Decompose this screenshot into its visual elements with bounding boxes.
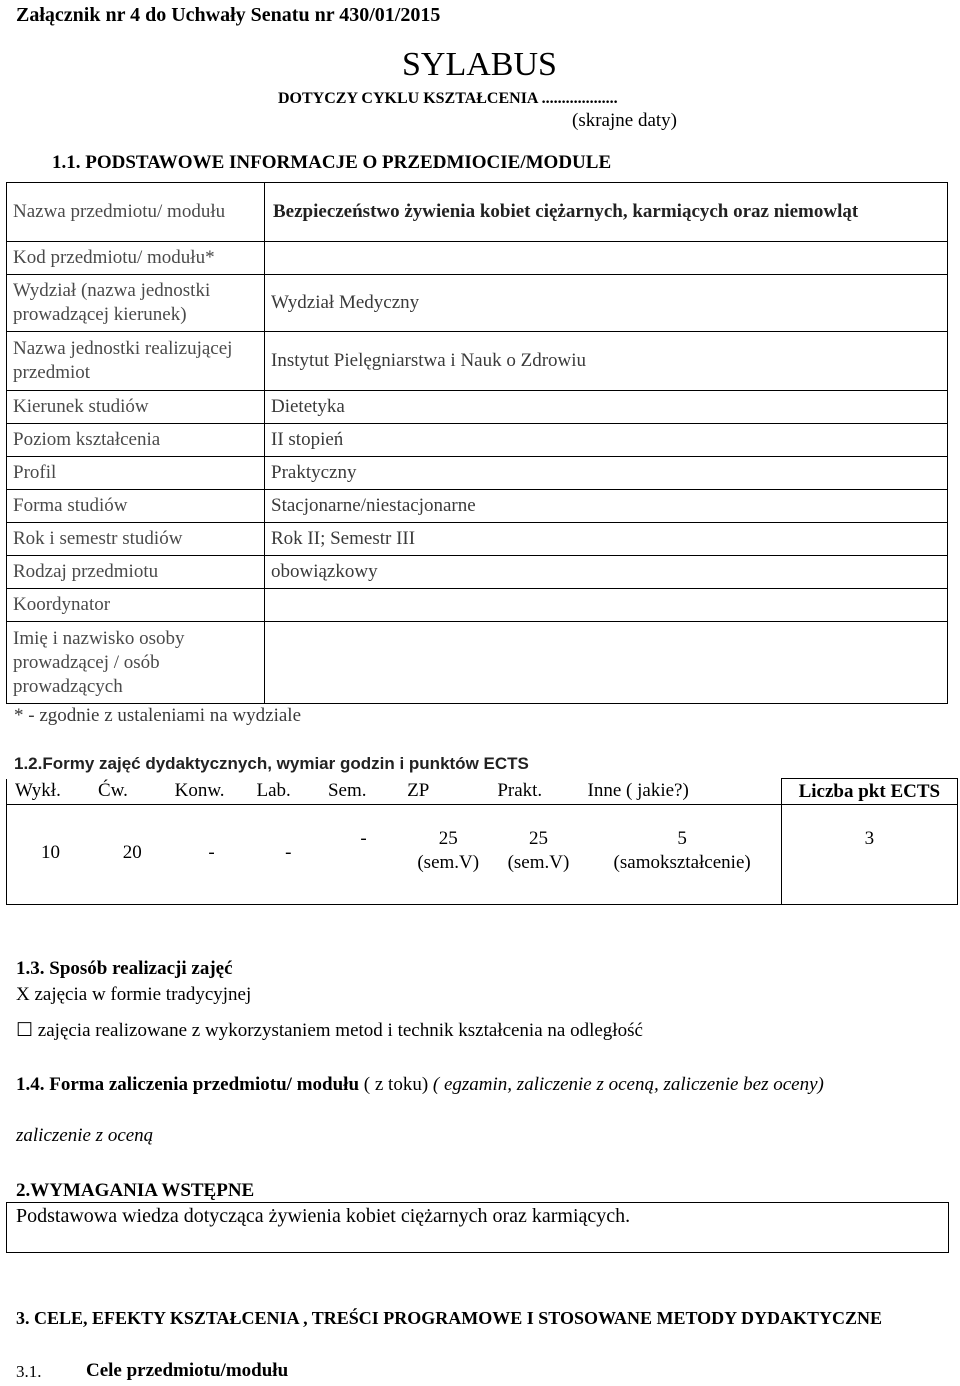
section-1-1-heading [52, 152, 611, 174]
table-row [7, 391, 948, 424]
value-coordinator [265, 589, 948, 622]
table-row [7, 183, 948, 242]
header-ects: Liczba pkt ECTS [781, 779, 957, 805]
value-course-name: Bezpieczeństwo żywienia kobiet ciężarnych, karmiących oraz niemowląt [265, 183, 948, 242]
value-instructors [265, 622, 948, 704]
label-course-type: Rodzaj przedmiotu [7, 556, 265, 589]
label-course-code: Kod przedmiotu/ modułu* [7, 242, 265, 275]
checkbox-icon: ☐ [16, 1020, 34, 1041]
header-practice: Prakt. [497, 780, 543, 802]
table-row [7, 424, 948, 457]
table-row [7, 242, 948, 275]
label-field-of-study: Kierunek studiów [7, 391, 265, 424]
header-lab: Lab. [256, 780, 291, 802]
section-3-1-number: 3.1. [16, 1362, 42, 1381]
value-seminar: - [324, 805, 403, 905]
label-coordinator: Koordynator [7, 589, 265, 622]
header-conversation: Konw. [174, 780, 225, 802]
label-level: Poziom kształcenia [7, 424, 265, 457]
header-seminar: Sem. [327, 780, 367, 802]
value-study-form: Stacjonarne/niestacjonarne [265, 490, 948, 523]
value-course-type: obowiązkowy [265, 556, 948, 589]
header-exercises: Ćw. [97, 780, 128, 802]
cycle-line: DOTYCZY CYKLU KSZTAŁCENIA ................... [278, 90, 618, 107]
value-practice: 25 (sem.V) [493, 805, 583, 905]
value-course-code [265, 242, 948, 275]
section-1-4-line [16, 1074, 824, 1096]
option-remote [16, 1019, 643, 1042]
section-1-3-heading: 1.3. Sposób realizacji zajęć [16, 958, 233, 979]
value-conversation: - [171, 805, 253, 905]
dates-note: (skrajne daty) [572, 110, 677, 131]
footnote-text: * - zgodnie z ustaleniami na wydziale [14, 705, 302, 726]
table-row [7, 490, 948, 523]
table-row [7, 589, 948, 622]
value-year-semester: Rok II; Semestr III [265, 523, 948, 556]
attachment-note: Załącznik nr 4 do Uchwały Senatu nr 430/01/2015 [16, 4, 441, 26]
value-profile: Praktyczny [265, 457, 948, 490]
table-row [7, 622, 948, 704]
ects-values-row [7, 805, 958, 905]
value-zp: 25 (sem.V) [403, 805, 493, 905]
assessment-options: ( egzamin, zaliczenie z oceną, zaliczenie bez oceny) [432, 1074, 824, 1095]
basic-info-table [6, 182, 948, 704]
section-2-heading: 2.WYMAGANIA WSTĘPNE [16, 1180, 255, 1201]
table-row [7, 275, 948, 332]
label-unit: Nazwa jednostki realizującej przedmiot [7, 332, 265, 391]
value-ects: 3 [781, 805, 957, 905]
prerequisites-box [6, 1202, 949, 1253]
in-course-note: ( z toku) [363, 1074, 429, 1095]
value-exercises: 20 [94, 805, 171, 905]
label-profile: Profil [7, 457, 265, 490]
section-1-2-heading: 1.2.Formy zajęć dydaktycznych, wymiar godzin i punktów ECTS [14, 754, 529, 773]
value-lecture: 10 [7, 805, 94, 905]
value-other: 5 (samokształcenie) [584, 805, 782, 905]
prerequisites-text: Podstawowa wiedza dotycząca żywienia kobiet ciężarnych oraz karmiących. [16, 1205, 631, 1227]
header-zp: ZP [407, 780, 430, 802]
label-course-name: Nazwa przedmiotu/ modułu [7, 183, 265, 242]
label-year-semester: Rok i semestr studiów [7, 523, 265, 556]
table-row [7, 523, 948, 556]
footnote [14, 705, 301, 727]
label-instructors: Imię i nazwisko osoby prowadzącej / osób prowadzących [7, 622, 265, 704]
table-row [7, 556, 948, 589]
document-title: SYLABUS [402, 46, 557, 83]
label-study-form: Forma studiów [7, 490, 265, 523]
table-row [7, 332, 948, 391]
ects-table [6, 778, 958, 905]
header-other: Inne ( jakie?) [584, 779, 782, 805]
option-remote-label: zajęcia realizowane z wykorzystaniem metod i technik kształcenia na odległość [37, 1020, 643, 1041]
header-lecture: Wykł. [7, 779, 94, 805]
section-1-4-heading: 1.4. Forma zaliczenia przedmiotu/ modułu [16, 1074, 360, 1095]
value-faculty: Wydział Medyczny [265, 275, 948, 332]
option-traditional: X zajęcia w formie tradycyjnej [16, 984, 252, 1005]
table-row [7, 457, 948, 490]
ects-header-row [7, 779, 958, 805]
section-3-heading: 3. CELE, EFEKTY KSZTAŁCENIA , TREŚCI PROGRAMOWE I STOSOWANE METODY DYDAKTYCZNE [16, 1308, 882, 1328]
value-field-of-study: Dietetyka [265, 391, 948, 424]
value-level: II stopień [265, 424, 948, 457]
value-unit: Instytut Pielęgniarstwa i Nauk o Zdrowiu [265, 332, 948, 391]
section-1-1-heading-text: 1.1. PODSTAWOWE INFORMACJE O PRZEDMIOCIE/MODULE [52, 152, 612, 173]
value-lab: - [253, 805, 324, 905]
section-3-1-title: Cele przedmiotu/modułu [86, 1360, 289, 1381]
assessment-answer: zaliczenie z oceną [16, 1125, 154, 1146]
label-faculty: Wydział (nazwa jednostki prowadzącej kierunek) [7, 275, 265, 332]
